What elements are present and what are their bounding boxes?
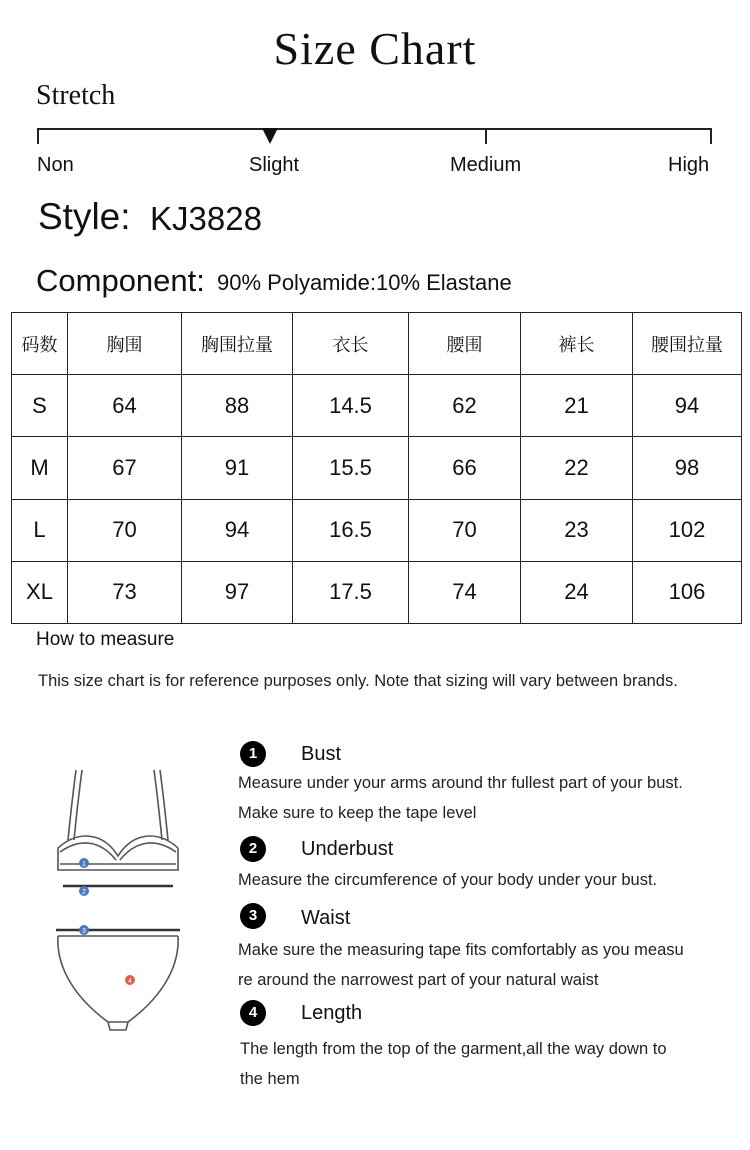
table-cell: 106 — [633, 561, 742, 623]
stretch-pointer-icon — [262, 128, 278, 144]
header-waist: 腰围 — [409, 313, 521, 375]
table-row — [12, 561, 742, 623]
underbust-desc-line-1: Measure the circumference of your body under your bust. — [238, 871, 658, 889]
stretch-level-slight: Slight — [249, 154, 300, 176]
table-cell: 67 — [68, 437, 182, 499]
stretch-scale-line — [37, 128, 712, 130]
scale-tick — [485, 128, 487, 144]
table-cell: 102 — [633, 499, 742, 561]
table-cell: 66 — [409, 437, 521, 499]
header-top-length: 衣长 — [293, 313, 409, 375]
header-size: 码数 — [12, 313, 68, 375]
waist-desc-line-2: re around the narrowest part of your natural waist — [238, 971, 599, 989]
header-waist-stretch: 腰围拉量 — [633, 313, 742, 375]
table-cell: 74 — [409, 561, 521, 623]
table-cell: 22 — [521, 437, 633, 499]
stretch-label: Stretch — [36, 80, 116, 111]
table-cell: 97 — [182, 561, 293, 623]
style-label: Style: — [38, 196, 131, 237]
scale-tick — [710, 128, 712, 144]
header-pants-length: 裤长 — [521, 313, 633, 375]
table-header-row — [12, 313, 742, 375]
svg-text:1: 1 — [82, 861, 86, 868]
garment-illustration — [48, 760, 188, 1040]
bust-title: Bust — [301, 743, 342, 765]
svg-text:2: 2 — [82, 889, 86, 896]
reference-note: This size chart is for reference purposes only. Note that sizing will vary between brands. — [38, 672, 678, 690]
table-cell: 70 — [409, 499, 521, 561]
table-cell: 73 — [68, 561, 182, 623]
underbust-title: Underbust — [301, 838, 394, 860]
table-cell: 94 — [633, 375, 742, 437]
table-cell: 17.5 — [293, 561, 409, 623]
table-cell: 88 — [182, 375, 293, 437]
size-table — [11, 312, 742, 624]
number-2-icon: 2 — [240, 836, 266, 862]
header-bust: 胸围 — [68, 313, 182, 375]
table-row — [12, 499, 742, 561]
table-cell: 24 — [521, 561, 633, 623]
stretch-level-non: Non — [37, 154, 74, 176]
length-desc-line-2: the hem — [240, 1070, 300, 1088]
table-cell: 98 — [633, 437, 742, 499]
table-cell: M — [12, 437, 68, 499]
style-value: KJ3828 — [150, 200, 262, 237]
stretch-level-high: High — [668, 154, 710, 176]
table-cell: 23 — [521, 499, 633, 561]
table-cell: L — [12, 499, 68, 561]
table-cell: 64 — [68, 375, 182, 437]
svg-text:3: 3 — [82, 928, 86, 935]
bust-desc-line-2: Make sure to keep the tape level — [238, 804, 477, 822]
table-cell: 14.5 — [293, 375, 409, 437]
page-title: Size Chart — [273, 23, 477, 74]
table-cell: 16.5 — [293, 499, 409, 561]
length-desc-line-1: The length from the top of the garment,all the way down to — [240, 1040, 667, 1058]
table-cell: 21 — [521, 375, 633, 437]
component-value: 90% Polyamide:10% Elastane — [217, 270, 512, 295]
bust-desc-line-1: Measure under your arms around thr fullest part of your bust. — [238, 774, 683, 792]
table-cell: 70 — [68, 499, 182, 561]
number-1-icon: 1 — [240, 741, 266, 767]
table-cell: 15.5 — [293, 437, 409, 499]
table-cell: 94 — [182, 499, 293, 561]
table-cell: 62 — [409, 375, 521, 437]
svg-text:4: 4 — [128, 978, 132, 985]
number-4-icon: 4 — [240, 1000, 266, 1026]
table-cell: 91 — [182, 437, 293, 499]
component-label: Component: — [36, 263, 205, 298]
waist-title: Waist — [301, 907, 351, 929]
scale-tick — [37, 128, 39, 144]
length-title: Length — [301, 1002, 363, 1024]
number-3-icon: 3 — [240, 903, 266, 929]
table-cell: S — [12, 375, 68, 437]
table-cell: XL — [12, 561, 68, 623]
table-row — [12, 375, 742, 437]
how-to-measure-title: How to measure — [36, 629, 175, 650]
header-bust-stretch: 胸围拉量 — [182, 313, 293, 375]
table-row — [12, 437, 742, 499]
stretch-level-medium: Medium — [450, 154, 522, 176]
waist-desc-line-1: Make sure the measuring tape fits comfortably as you measu — [238, 941, 684, 959]
